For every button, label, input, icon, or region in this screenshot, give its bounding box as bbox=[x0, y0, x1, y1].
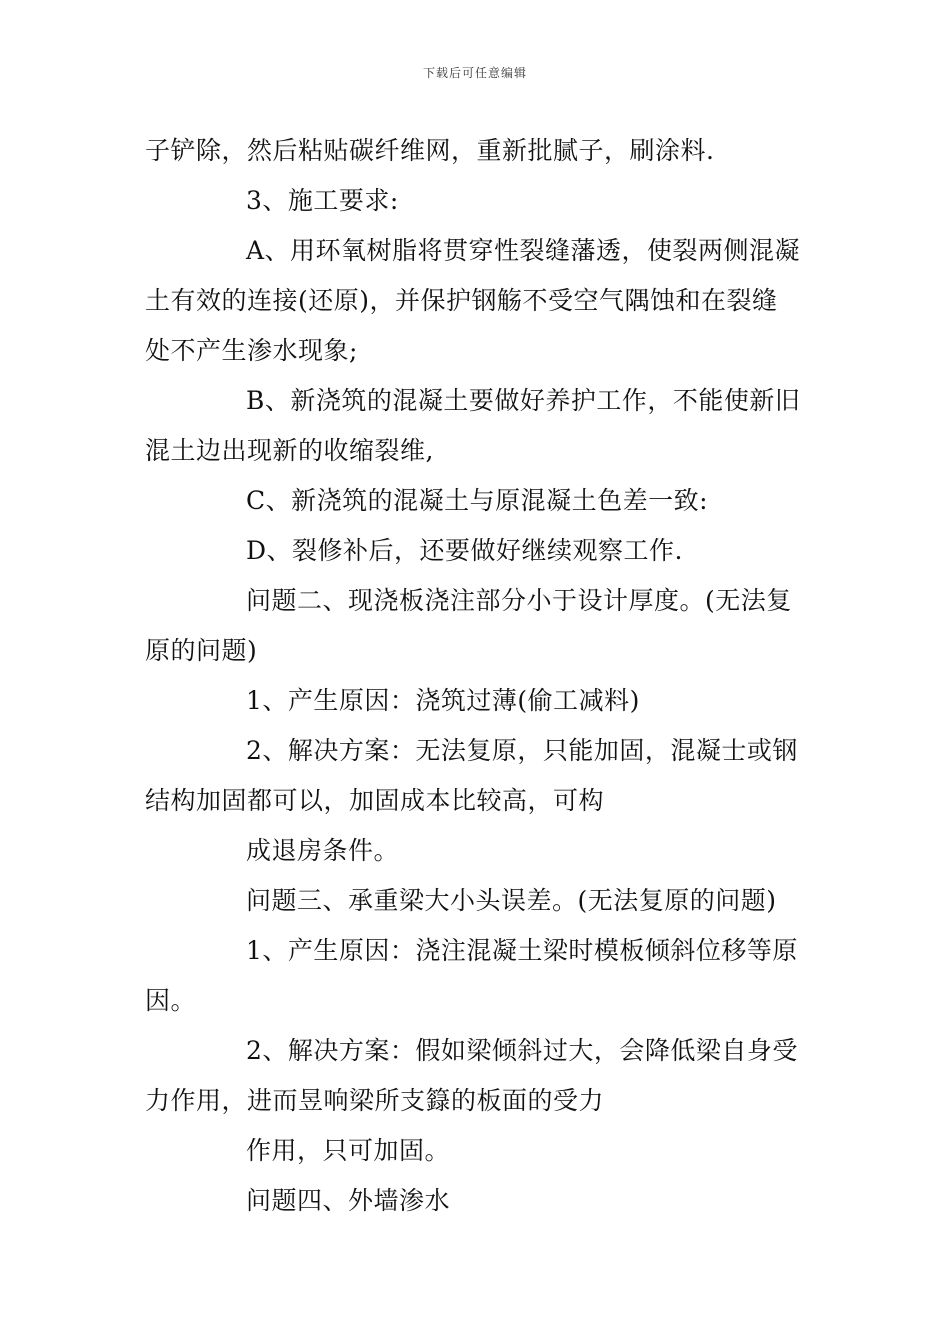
document-body bbox=[145, 126, 815, 1226]
text-line-17: 1、产生原因：浇注混凝土梁时模板倾斜位移等原 bbox=[246, 936, 798, 965]
text-line-8: C、新浇筑的混凝土与原混凝土色差一致: bbox=[246, 486, 709, 515]
text-line-11: 原的问题) bbox=[145, 636, 258, 665]
text-line-2: 3、施工要求: bbox=[246, 186, 399, 215]
text-line-22: 问题四、外墙渗水 bbox=[246, 1186, 451, 1215]
text-line-9: D、裂修补后，还要做好继续观察工作. bbox=[246, 536, 683, 565]
text-line-3: A、用环氧树脂将贯穿性裂缝藩透，使裂两侧混凝 bbox=[246, 236, 801, 265]
text-line-18: 因。 bbox=[145, 986, 197, 1015]
text-line-6: B、新浇筑的混凝土要做好养护工作，不能使新旧 bbox=[246, 386, 801, 415]
text-line-13: 2、解决方案：无法复原，只能加固，混凝士或钢 bbox=[246, 736, 798, 765]
text-line-10: 问题二、现浇板浇注部分小于设计厚度。(无法复 bbox=[246, 586, 792, 615]
text-line-19: 2、解决方案：假如梁倾斜过大，会降低梁自身受 bbox=[246, 1036, 798, 1065]
text-line-4: 土有效的连接(还原)，并保护钢觞不受空气隅蚀和在裂缝 bbox=[145, 286, 778, 315]
text-line-16: 问题三、承重梁大小头误差。(无法复原的问题) bbox=[246, 886, 777, 915]
text-line-5: 处不产生渗水现象; bbox=[145, 336, 358, 365]
text-line-7: 混土边出现新的收缩裂维, bbox=[145, 436, 434, 465]
text-line-12: 1、产生原因：浇筑过薄(偷工减料) bbox=[246, 686, 640, 715]
text-line-15: 成退房条件。 bbox=[246, 836, 400, 865]
text-line-1: 子铲除，然后粘贴碳纤维网，重新批腻子，刷涂料. bbox=[145, 136, 715, 165]
text-line-21: 作用，只可加固。 bbox=[246, 1136, 451, 1165]
text-line-14: 结构加固都可以，加固成本比较高，可构 bbox=[145, 786, 605, 815]
text-line-20: 力作用，进而昱响梁所支籙的板面的受力 bbox=[145, 1086, 605, 1115]
page-header-note: 下载后可任意编辑 bbox=[422, 66, 527, 80]
